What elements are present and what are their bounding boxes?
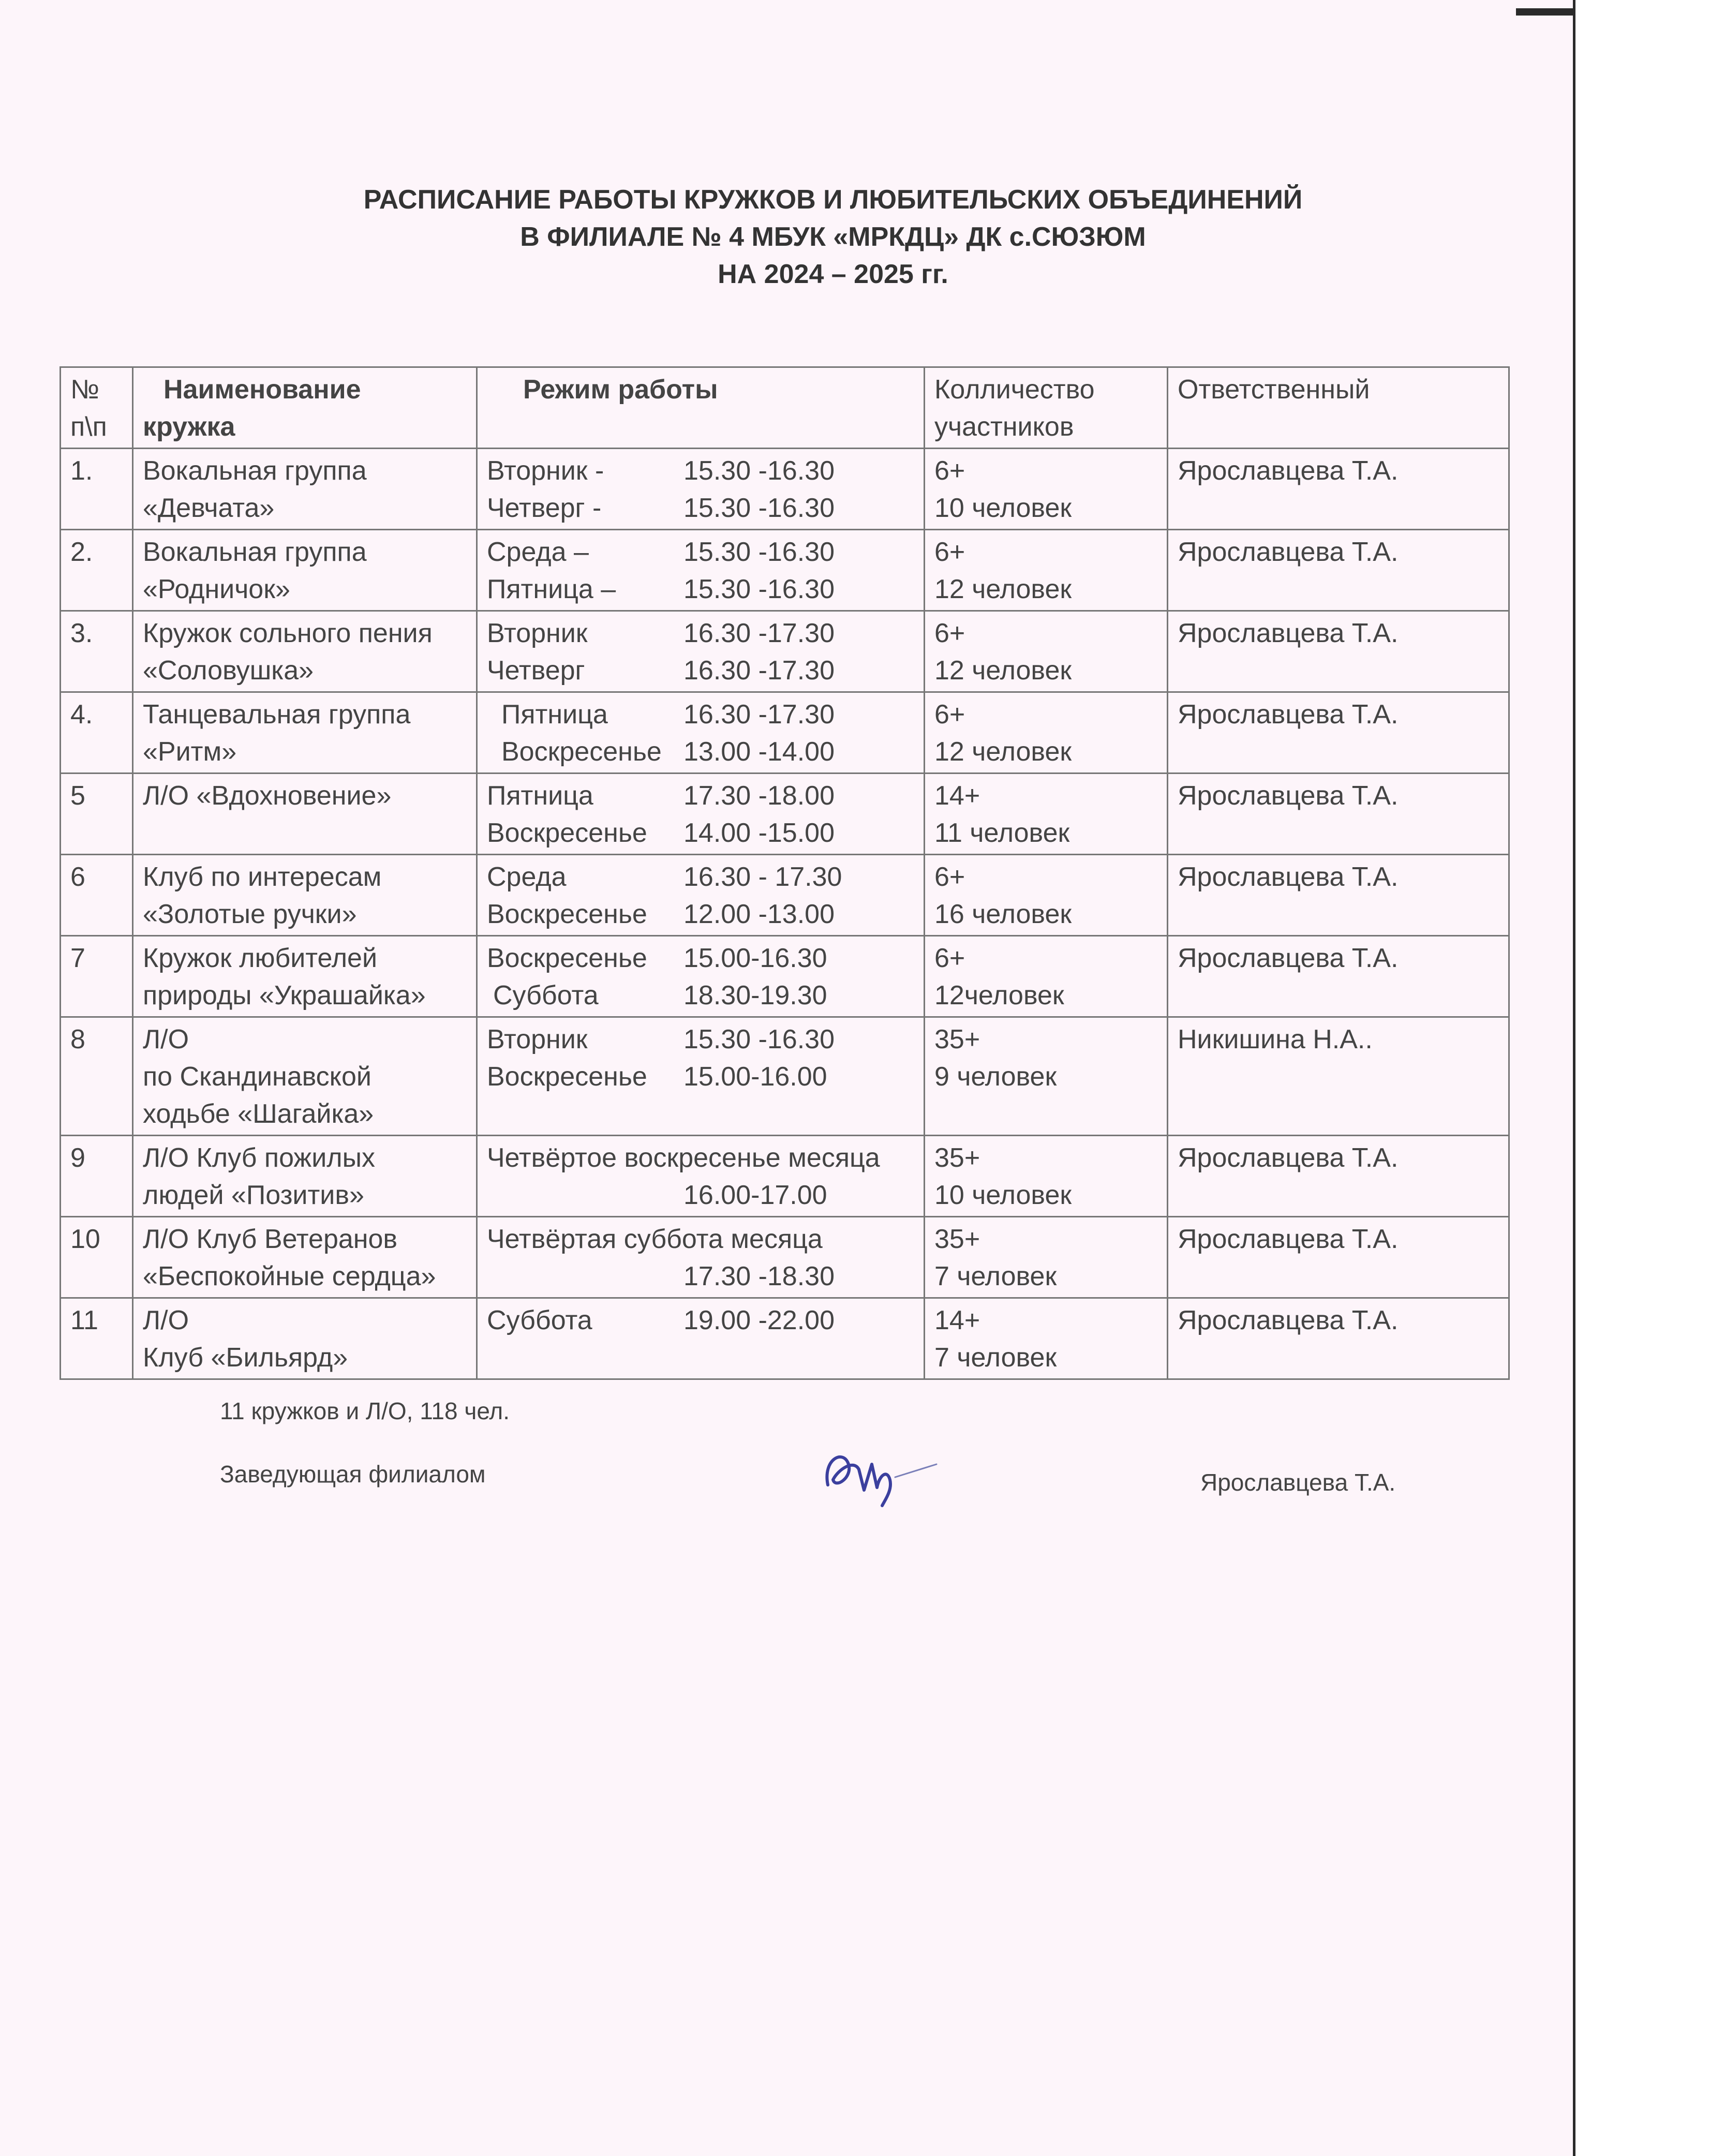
participant-count: 12 человек (934, 574, 1072, 604)
table-row (61, 1298, 1509, 1379)
age-limit: 6+ (934, 700, 965, 730)
schedule-day: Воскресенье (487, 899, 647, 929)
schedule-time: 16.00-17.00 (683, 1180, 827, 1210)
table-row (61, 1217, 1509, 1298)
schedule-day: Вторник - (487, 456, 604, 486)
name-line: по Скандинавской (143, 1062, 371, 1092)
header-responsible (1168, 367, 1509, 449)
schedule-time: 15.30 -16.30 (683, 456, 835, 486)
row-schedule (477, 1017, 925, 1136)
row-participants (925, 936, 1168, 1017)
row-number: 11 (61, 1298, 133, 1379)
row-number: 4. (61, 692, 133, 774)
row-schedule (477, 855, 925, 936)
participant-count: 11 человек (934, 818, 1070, 848)
row-participants (925, 530, 1168, 611)
schedule-day: Пятница (501, 700, 608, 730)
schedule-day: Пятница (487, 781, 593, 811)
name-line: «Родничок» (143, 574, 290, 604)
name-line: «Золотые ручки» (143, 899, 357, 929)
header-number (61, 367, 133, 449)
row-name (133, 611, 477, 692)
participant-count: 12человек (934, 980, 1064, 1010)
participant-count: 16 человек (934, 899, 1072, 929)
table-row (61, 692, 1509, 774)
name-line: «Соловушка» (143, 656, 314, 686)
name-line: «Ритм» (143, 737, 237, 767)
row-number: 2. (61, 530, 133, 611)
age-limit: 6+ (934, 943, 965, 973)
schedule-day: Вторник (487, 618, 588, 648)
header-count-line-2: участников (934, 412, 1074, 442)
row-number: 9 (61, 1136, 133, 1217)
signatory-role: Заведующая филиалом (220, 1461, 486, 1488)
schedule-time: 18.30-19.30 (683, 980, 827, 1010)
schedule-day: Воскресенье (487, 818, 647, 848)
schedule-day: Суббота (487, 1305, 592, 1335)
participant-count: 7 человек (934, 1261, 1057, 1291)
row-name (133, 936, 477, 1017)
age-limit: 6+ (934, 862, 965, 892)
schedule-day: Среда – (487, 537, 589, 567)
row-number: 1. (61, 449, 133, 530)
row-number: 6 (61, 855, 133, 936)
schedule-day: Четверг (487, 656, 585, 686)
row-responsible: Ярославцева Т.А. (1168, 774, 1509, 855)
row-responsible: Ярославцева Т.А. (1168, 855, 1509, 936)
row-name (133, 692, 477, 774)
name-line: людей «Позитив» (143, 1180, 364, 1210)
row-schedule (477, 530, 925, 611)
row-responsible: Ярославцева Т.А. (1168, 1217, 1509, 1298)
name-line: Л/О (143, 1305, 189, 1335)
header-responsible-label: Ответственный (1178, 375, 1370, 405)
row-schedule (477, 1298, 925, 1379)
header-name (133, 367, 477, 449)
age-limit: 35+ (934, 1224, 980, 1254)
schedule-text: Четвёртая суббота месяца (487, 1224, 823, 1254)
header-number-line-2: п\п (70, 412, 107, 442)
table-row (61, 611, 1509, 692)
name-line: Л/О Клуб пожилых (143, 1143, 375, 1173)
participant-count: 10 человек (934, 1180, 1072, 1210)
table-row (61, 936, 1509, 1017)
participant-count: 10 человек (934, 493, 1072, 523)
participant-count: 12 человек (934, 656, 1072, 686)
schedule-text: Четвёртое воскресенье месяца (487, 1143, 880, 1173)
name-line: «Беспокойные сердца» (143, 1261, 436, 1291)
row-name (133, 774, 477, 855)
row-participants (925, 1298, 1168, 1379)
row-responsible: Ярославцева Т.А. (1168, 1136, 1509, 1217)
schedule-time: 15.30 -16.30 (683, 1024, 835, 1054)
row-number: 5 (61, 774, 133, 855)
schedule-time: 16.30 -17.30 (683, 618, 835, 648)
name-line: Клуб «Бильярд» (143, 1343, 348, 1373)
schedule-time: 15.00-16.00 (683, 1062, 827, 1092)
row-schedule (477, 936, 925, 1017)
header-mode-label: Режим работы (523, 375, 718, 405)
age-limit: 35+ (934, 1143, 980, 1173)
row-responsible: Ярославцева Т.А. (1168, 611, 1509, 692)
title-line-2: В ФИЛИАЛЕ № 4 МБУК «МРКДЦ» ДК с.СЮЗЮМ (520, 222, 1146, 252)
table-row (61, 530, 1509, 611)
row-participants (925, 611, 1168, 692)
row-name (133, 530, 477, 611)
name-line: Л/О Клуб Ветеранов (143, 1224, 398, 1254)
row-responsible: Никишина Н.А.. (1168, 1017, 1509, 1136)
title-line-3: НА 2024 – 2025 гг. (718, 259, 948, 289)
schedule-time: 15.00-16.30 (683, 943, 827, 973)
row-number: 7 (61, 936, 133, 1017)
schedule-time: 14.00 -15.00 (683, 818, 835, 848)
signatory-name: Ярославцева Т.А. (1200, 1469, 1396, 1496)
document-title (78, 181, 1588, 293)
header-name-line-1: Наименование (163, 375, 361, 405)
schedule-time: 16.30 - 17.30 (683, 862, 842, 892)
header-count-line-1: Колличество (934, 375, 1095, 405)
name-line: Кружок сольного пения (143, 618, 433, 648)
schedule-day: Вторник (487, 1024, 588, 1054)
name-line: Л/О «Вдохновение» (143, 781, 392, 811)
scan-corner-mark (1516, 8, 1573, 16)
participant-count: 9 человек (934, 1062, 1057, 1092)
name-line: природы «Украшайка» (143, 980, 426, 1010)
row-name (133, 1217, 477, 1298)
title-line-1: РАСПИСАНИЕ РАБОТЫ КРУЖКОВ И ЛЮБИТЕЛЬСКИХ ОБЪЕДИНЕНИЙ (363, 185, 1303, 215)
schedule-time: 16.30 -17.30 (683, 700, 835, 730)
schedule-day: Среда (487, 862, 567, 892)
participant-count: 7 человек (934, 1343, 1057, 1373)
schedule-time: 15.30 -16.30 (683, 537, 835, 567)
schedule-time: 15.30 -16.30 (683, 574, 835, 604)
row-participants (925, 855, 1168, 936)
schedule-table (60, 366, 1510, 1380)
age-limit: 14+ (934, 781, 980, 811)
schedule-time: 17.30 -18.00 (683, 781, 835, 811)
header-name-line-2: кружка (143, 412, 235, 442)
schedule-time: 13.00 -14.00 (683, 737, 835, 767)
row-schedule (477, 774, 925, 855)
age-limit: 14+ (934, 1305, 980, 1335)
schedule-day: Воскресенье (487, 1062, 647, 1092)
row-name (133, 855, 477, 936)
age-limit: 35+ (934, 1024, 980, 1054)
row-number: 3. (61, 611, 133, 692)
name-line: Вокальная группа (143, 537, 367, 567)
participant-count: 12 человек (934, 737, 1072, 767)
row-responsible: Ярославцева Т.А. (1168, 530, 1509, 611)
table-row (61, 1017, 1509, 1136)
row-schedule (477, 1136, 925, 1217)
schedule-time: 17.30 -18.30 (683, 1261, 835, 1291)
row-participants (925, 1017, 1168, 1136)
row-name (133, 1298, 477, 1379)
row-responsible: Ярославцева Т.А. (1168, 1298, 1509, 1379)
page-edge (1573, 0, 1725, 2156)
table-row (61, 855, 1509, 936)
row-schedule (477, 611, 925, 692)
row-schedule (477, 692, 925, 774)
name-line: Кружок любителей (143, 943, 378, 973)
schedule-time: 12.00 -13.00 (683, 899, 835, 929)
row-responsible: Ярославцева Т.А. (1168, 449, 1509, 530)
row-name (133, 1017, 477, 1136)
name-line: «Девчата» (143, 493, 275, 523)
schedule-day: Пятница – (487, 574, 616, 604)
schedule-time: 15.30 -16.30 (683, 493, 835, 523)
table-row (61, 1136, 1509, 1217)
table-row (61, 774, 1509, 855)
age-limit: 6+ (934, 537, 965, 567)
header-mode (477, 367, 925, 449)
age-limit: 6+ (934, 618, 965, 648)
schedule-day: Суббота (493, 980, 599, 1010)
row-participants (925, 774, 1168, 855)
name-line: Танцевальная группа (143, 700, 411, 730)
row-name (133, 449, 477, 530)
row-number: 10 (61, 1217, 133, 1298)
table-header-row (61, 367, 1509, 449)
schedule-day: Воскресенье (501, 737, 662, 767)
name-line: ходьбе «Шагайка» (143, 1099, 374, 1129)
row-schedule (477, 1217, 925, 1298)
handwritten-signature (807, 1428, 942, 1511)
summary-total: 11 кружков и Л/О, 118 чел. (220, 1397, 510, 1424)
name-line: Клуб по интересам (143, 862, 382, 892)
header-count (925, 367, 1168, 449)
row-name (133, 1136, 477, 1217)
name-line: Вокальная группа (143, 456, 367, 486)
row-number: 8 (61, 1017, 133, 1136)
name-line: Л/О (143, 1024, 189, 1054)
schedule-day: Четверг - (487, 493, 602, 523)
row-participants (925, 1217, 1168, 1298)
header-number-line-1: № (70, 375, 99, 405)
age-limit: 6+ (934, 456, 965, 486)
row-responsible: Ярославцева Т.А. (1168, 692, 1509, 774)
schedule-time: 16.30 -17.30 (683, 656, 835, 686)
table-row (61, 449, 1509, 530)
schedule-day: Воскресенье (487, 943, 647, 973)
row-schedule (477, 449, 925, 530)
row-participants (925, 449, 1168, 530)
schedule-time: 19.00 -22.00 (683, 1305, 835, 1335)
row-participants (925, 1136, 1168, 1217)
row-responsible: Ярославцева Т.А. (1168, 936, 1509, 1017)
row-participants (925, 692, 1168, 774)
